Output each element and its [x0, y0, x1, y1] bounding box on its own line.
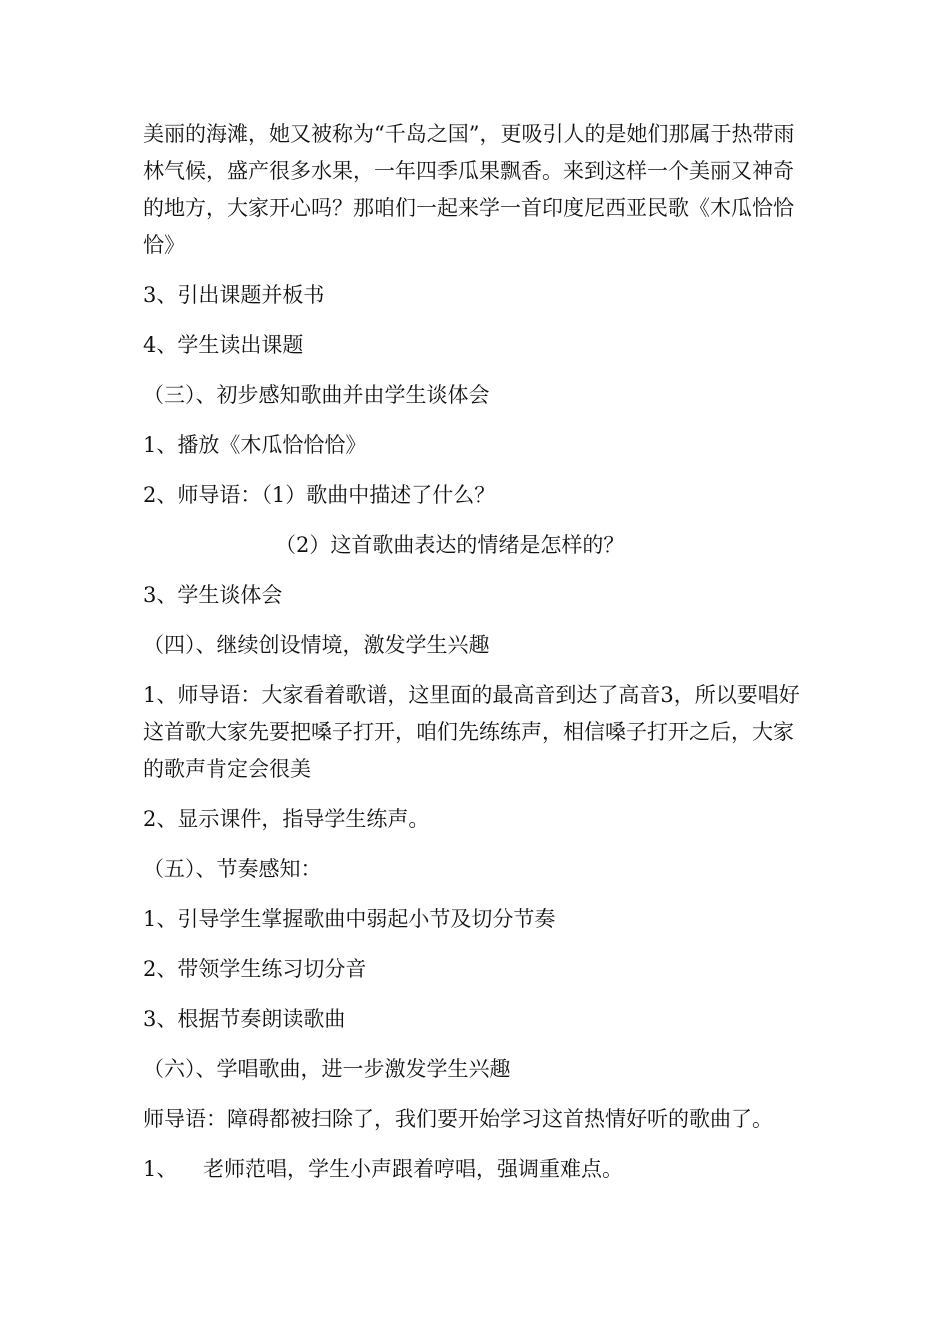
step-2-show-courseware: 2、显示课件，指导学生练声。	[143, 807, 430, 831]
step-3-board-title: 3、引出课题并板书	[143, 283, 325, 307]
step-3-student-feedback: 3、学生谈体会	[143, 583, 283, 607]
document-body	[143, 116, 813, 1188]
step-1-teacher-demo	[143, 1151, 813, 1188]
section-6-heading: （六）、学唱歌曲，进一步激发学生兴趣	[143, 1057, 511, 1081]
step-4-read-title: 4、学生读出课题	[143, 333, 304, 357]
section-5-heading: （五）、节奏感知：	[143, 857, 322, 881]
list-item-text: 老师范唱，学生小声跟着哼唱，强调重难点。	[203, 1157, 623, 1181]
teacher-guidance: 师导语：障碍都被扫除了，我们要开始学习这首热情好听的歌曲了。	[143, 1107, 773, 1131]
intro-paragraph: 美丽的海滩，她又被称为“千岛之国”，更吸引人的是她们那属于热带雨林气候，盛产很多水果，一年四季瓜果飘香。来到这样一个美丽又神奇的地方，大家开心吗？那咱们一起来学一首印度尼西亚民歌《木瓜恰恰恰》	[143, 122, 795, 257]
step-2-question-2: （2）这首歌曲表达的情绪是怎样的？	[275, 533, 625, 557]
step-1-rhythm-guide: 1、引导学生掌握歌曲中弱起小节及切分节奏	[143, 907, 556, 931]
step-3-rhythm-reading: 3、根据节奏朗读歌曲	[143, 1007, 346, 1031]
step-2-question-1: 2、师导语：（1）歌曲中描述了什么？	[143, 483, 496, 507]
list-number: 1、	[143, 1157, 178, 1181]
section-4-heading: （四）、继续创设情境，激发学生兴趣	[143, 633, 490, 657]
step-1-vocal-warmup-intro: 1、师导语：大家看着歌谱，这里面的最高音到达了高音3，所以要唱好这首歌大家先要把嗓子打开，咱们先练练声，相信嗓子打开之后，大家的歌声肯定会很美	[143, 683, 800, 781]
step-2-syncopation-practice: 2、带领学生练习切分音	[143, 957, 367, 981]
step-1-play-song: 1、播放《木瓜恰恰恰》	[143, 433, 367, 457]
section-3-heading: （三）、初步感知歌曲并由学生谈体会	[143, 383, 490, 407]
